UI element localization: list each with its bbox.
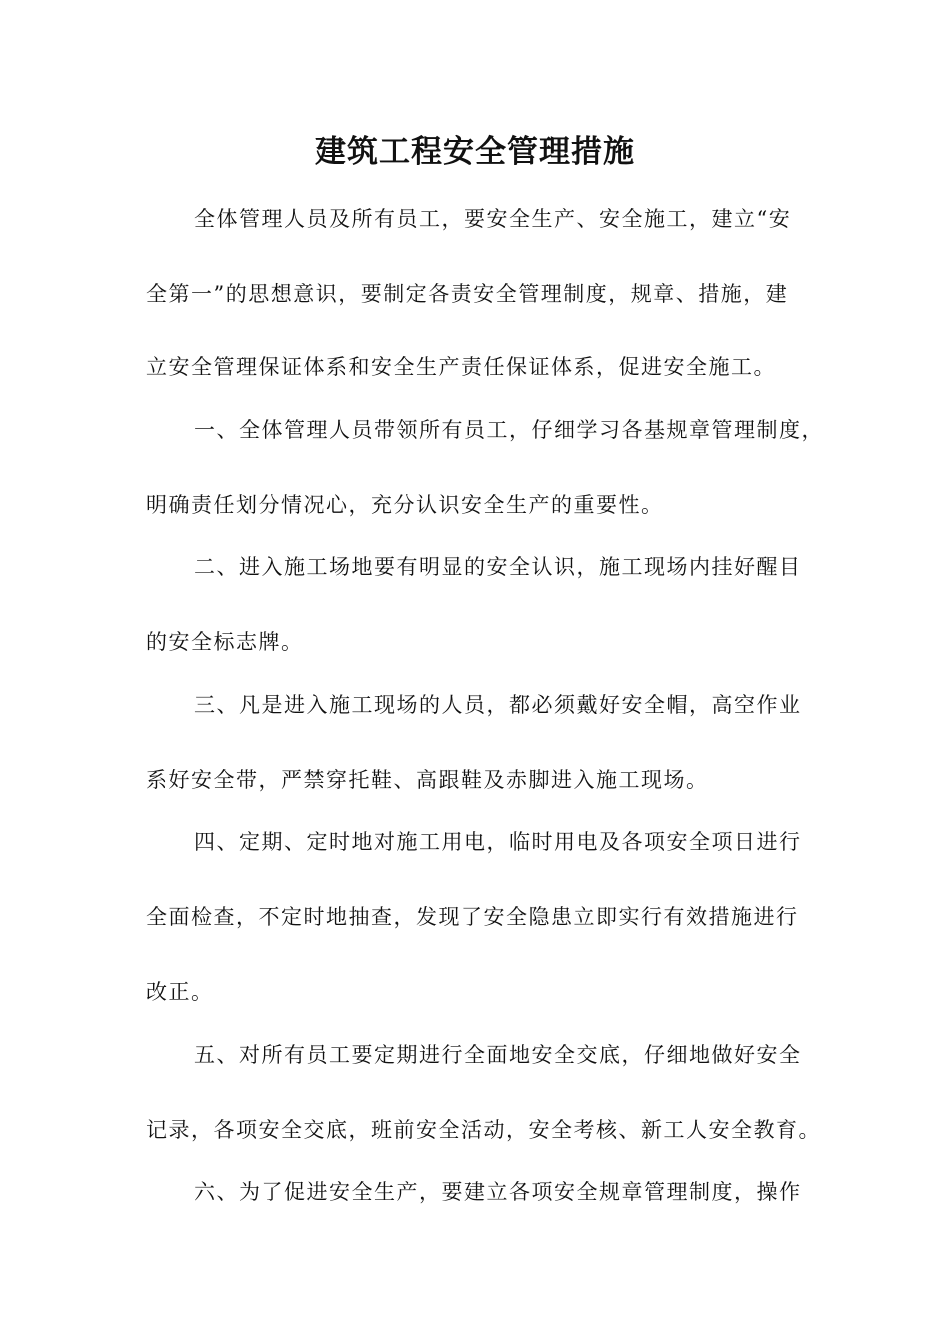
paragraph-intro-line-1: 全体管理人员及所有员工，要安全生产、安全施工，建立“安	[194, 207, 792, 231]
document-title: 建筑工程安全管理措施	[315, 134, 635, 170]
paragraph-3-line-1: 三、凡是进入施工现场的人员，都必须戴好安全帽，高空作业	[194, 693, 802, 717]
paragraph-1-line-2: 明确责任划分情况心，充分认识安全生产的重要性。	[146, 493, 664, 517]
paragraph-2-line-1: 二、进入施工场地要有明显的安全认识，施工现场内挂好醒目	[194, 555, 802, 579]
paragraph-5-line-2: 记录，各项安全交底，班前安全活动，安全考核、新工人安全教育。	[146, 1118, 821, 1142]
paragraph-2-line-2: 的安全标志牌。	[146, 630, 304, 654]
paragraph-3-line-2: 系好安全带，严禁穿托鞋、高跟鞋及赤脚进入施工现场。	[146, 768, 709, 792]
paragraph-4-line-1: 四、定期、定时地对施工用电，临时用电及各项安全项日进行	[194, 830, 802, 854]
paragraph-1-line-1: 一、全体管理人员带领所有员工，仔细学习各基规章管理制度，	[194, 418, 824, 442]
paragraph-4-line-2: 全面检查，不定时地抽查，发现了安全隐患立即实行有效措施进行	[146, 905, 799, 929]
paragraph-intro-line-3: 立安全管理保证体系和安全生产责任保证体系，促进安全施工。	[146, 355, 776, 379]
paragraph-intro-line-2: 全第一”的思想意识，要制定各责安全管理制度，规章、措施，建	[146, 282, 789, 306]
paragraph-4-line-3: 改正。	[146, 980, 214, 1004]
paragraph-6-line-1: 六、为了促进安全生产，要建立各项安全规章管理制度，操作	[194, 1180, 802, 1204]
paragraph-5-line-1: 五、对所有员工要定期进行全面地安全交底，仔细地做好安全	[194, 1043, 802, 1067]
